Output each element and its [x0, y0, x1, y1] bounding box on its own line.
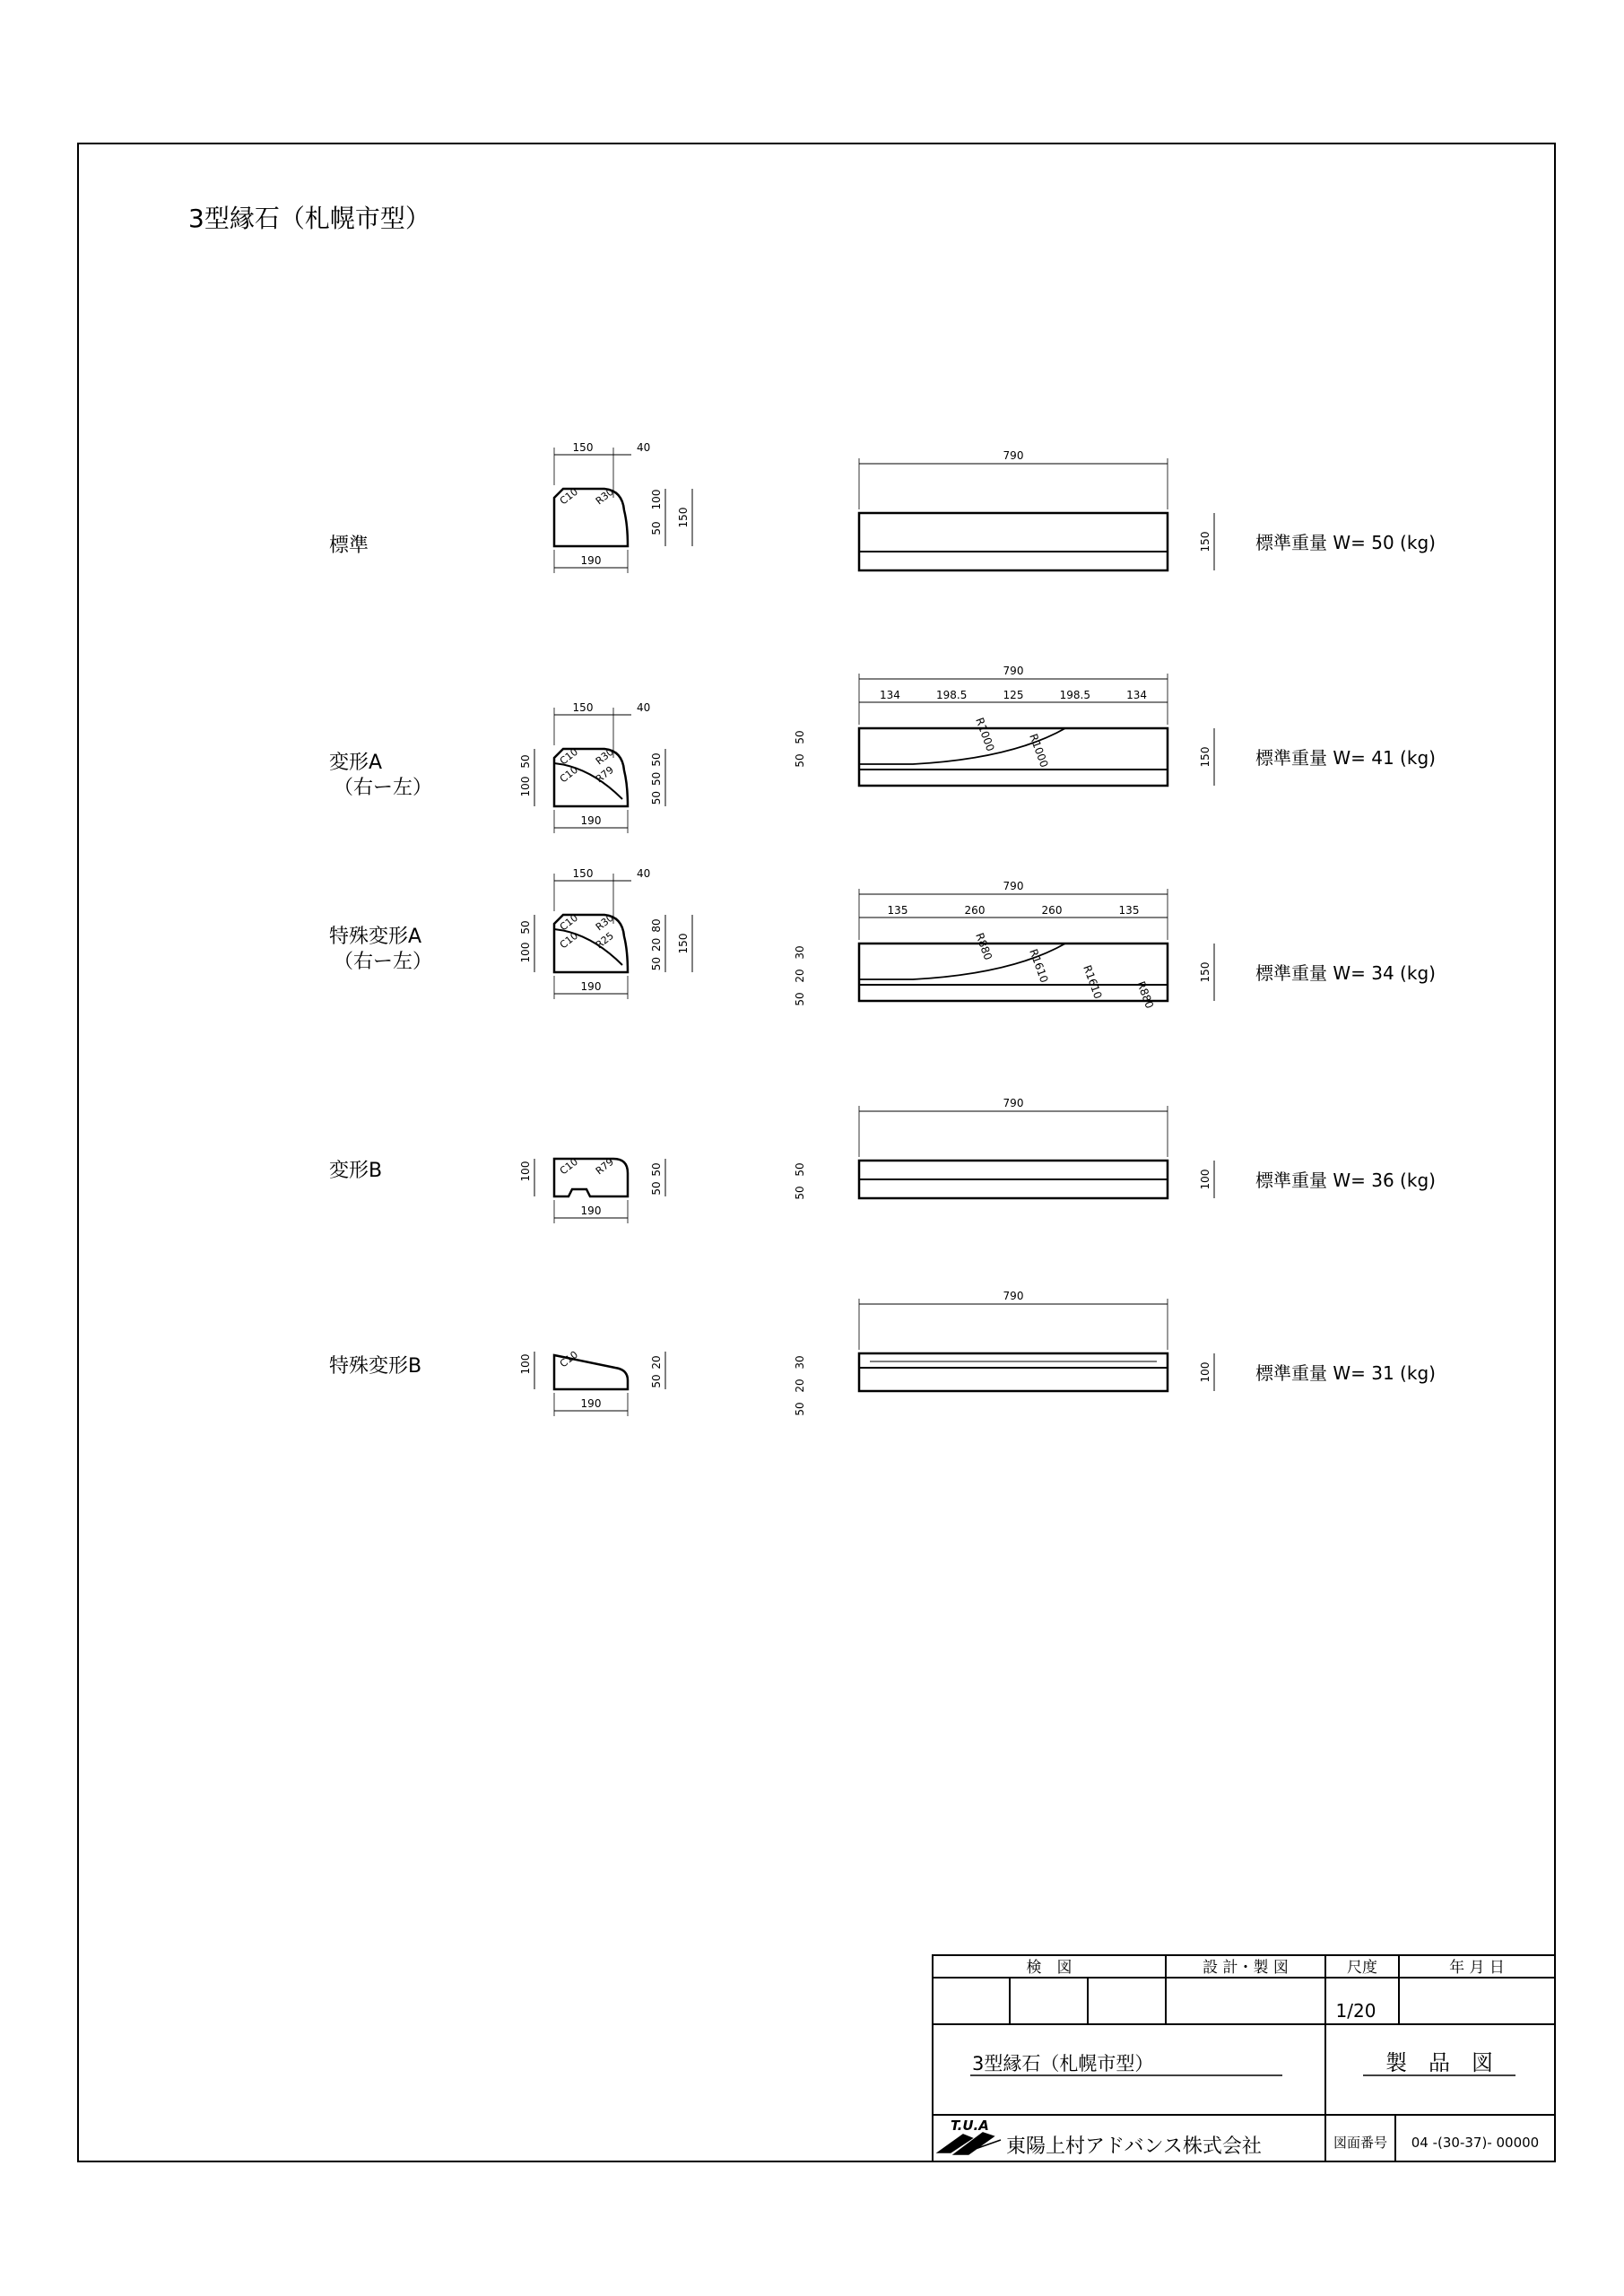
side-view-profile-curve	[859, 728, 1168, 764]
dimension-value: 150	[572, 701, 594, 714]
radius-callout: C10	[557, 911, 580, 934]
dimension-value: 150	[572, 867, 594, 880]
dimension-value: 135	[887, 904, 908, 917]
dimension-value: 50	[519, 920, 532, 935]
dimension-value: 50	[650, 1181, 663, 1196]
radius-callout: R1000	[973, 716, 997, 753]
weight-label: 標準重量 W= 36 (kg)	[1255, 1170, 1436, 1191]
dimension-value: 50	[794, 753, 806, 768]
dimension-value: 150	[677, 933, 690, 954]
dimension-value: 790	[1003, 880, 1024, 892]
dimension-value: 40	[637, 441, 651, 454]
drawing-type: 製 品 図	[1385, 2050, 1493, 2075]
radius-callout: R880	[973, 931, 995, 962]
header-design: 設 計・製 図	[1203, 1959, 1289, 1977]
scale-value: 1/20	[1335, 2000, 1376, 2022]
dimension-value: 40	[637, 867, 651, 880]
radius-callout: R1000	[1027, 732, 1051, 770]
radius-callout: R30	[593, 485, 616, 508]
dimension-value: 50	[794, 1186, 806, 1200]
dimension-value: 50	[650, 521, 663, 535]
dimension-value: 30	[794, 945, 806, 960]
header-date: 年 月 日	[1449, 1959, 1505, 1977]
row-label: 特殊変形A	[329, 926, 422, 948]
dimension-value: 100	[519, 1161, 532, 1182]
side-view-outline	[859, 944, 1168, 1001]
weight-label: 標準重量 W= 34 (kg)	[1255, 962, 1436, 984]
side-view-outline	[859, 1353, 1168, 1391]
dimension-value: 260	[1041, 904, 1063, 917]
row-label: 特殊変形B	[329, 1355, 422, 1378]
dimension-value: 50	[650, 1374, 663, 1388]
dimension-value: 190	[580, 1397, 602, 1410]
radius-callout: C10	[557, 485, 580, 508]
dimension-value: 190	[580, 554, 602, 567]
dimension-value: 790	[1003, 665, 1024, 677]
dimension-value: 790	[1003, 1290, 1024, 1302]
dimension-value: 50	[519, 754, 532, 769]
dimension-value: 790	[1003, 449, 1024, 462]
curb-row	[329, 441, 1436, 573]
dimension-value: 50	[650, 957, 663, 971]
dimension-value: 20	[794, 969, 806, 983]
radius-callout: R79	[593, 1155, 616, 1178]
logo-text: T.U.A	[951, 2118, 989, 2134]
number-label: 図面番号	[1333, 2135, 1388, 2151]
radius-callout: R30	[593, 745, 616, 768]
side-view-profile-curve	[859, 944, 1168, 979]
sheet-title: 3型縁石（札幌市型）	[188, 204, 430, 233]
dimension-value: 190	[580, 980, 602, 993]
dimension-value: 20	[650, 937, 663, 952]
dimension-value: 190	[580, 1205, 602, 1217]
weight-label: 標準重量 W= 50 (kg)	[1255, 532, 1436, 553]
row-label: 変形B	[329, 1160, 383, 1182]
curb-row	[329, 867, 1436, 1010]
radius-callout: C10	[557, 929, 580, 952]
company-logo-icon	[938, 2133, 1001, 2154]
dimension-value: 100	[519, 776, 532, 797]
dimension-value: 50	[794, 730, 806, 744]
curb-row	[329, 1097, 1436, 1223]
radius-callout: R30	[593, 911, 616, 934]
radius-callout: R1610	[1027, 947, 1051, 985]
dimension-value: 80	[650, 918, 663, 933]
dimension-value: 100	[519, 1353, 532, 1375]
weight-label: 標準重量 W= 41 (kg)	[1255, 747, 1436, 769]
curb-row	[329, 665, 1436, 833]
drawing-number: 04 -(30-37)- 00000	[1411, 2135, 1540, 2151]
header-scale: 尺度	[1347, 1959, 1377, 1977]
sheet-border	[78, 144, 1555, 2161]
dimension-value: 150	[1199, 531, 1211, 552]
dimension-value: 150	[1199, 961, 1211, 983]
weight-label: 標準重量 W= 31 (kg)	[1255, 1362, 1436, 1384]
dimension-value: 50	[650, 752, 663, 767]
dimension-value: 40	[637, 701, 651, 714]
company-name: 東陽上村アドバンス株式会社	[1006, 2135, 1262, 2158]
dimension-value: 50	[650, 1162, 663, 1177]
radius-callout: R25	[593, 929, 616, 952]
radius-callout: C10	[557, 763, 580, 786]
dimension-value: 100	[519, 942, 532, 963]
title-block-text	[938, 1958, 1539, 2158]
dimension-value: 150	[1199, 746, 1211, 768]
dimension-value: 134	[879, 689, 900, 701]
dimension-value: 260	[964, 904, 986, 917]
dimension-value: 20	[794, 1378, 806, 1393]
radius-callout: R79	[593, 763, 616, 786]
dimension-value: 135	[1118, 904, 1140, 917]
dimension-value: 20	[650, 1355, 663, 1370]
dimension-value: 125	[1003, 689, 1024, 701]
radius-callout: C10	[557, 745, 580, 768]
row-label: （右ー左）	[334, 951, 433, 973]
dimension-value: 134	[1126, 689, 1148, 701]
row-label: （右ー左）	[334, 777, 433, 799]
row-label: 変形A	[329, 752, 383, 774]
dimension-value: 790	[1003, 1097, 1024, 1109]
dimension-value: 198.5	[1059, 689, 1090, 701]
drawing-name: 3型縁石（札幌市型）	[972, 2053, 1154, 2074]
side-view-outline	[859, 728, 1168, 786]
dimension-value: 198.5	[936, 689, 968, 701]
radius-callout: C10	[557, 1155, 580, 1178]
dimension-value: 150	[572, 441, 594, 454]
radius-callout: C10	[557, 1348, 580, 1370]
dimension-value: 50	[650, 771, 663, 786]
row-label: 標準	[329, 535, 369, 557]
dimension-value: 190	[580, 814, 602, 827]
header-inspection: 検 図	[1026, 1959, 1073, 1977]
dimension-value: 100	[1199, 1361, 1211, 1383]
dimension-value: 100	[1199, 1169, 1211, 1190]
dimension-value: 50	[794, 1402, 806, 1416]
radius-callout: R1610	[1081, 963, 1105, 1001]
dimension-value: 50	[794, 992, 806, 1006]
curb-row	[329, 1290, 1436, 1416]
dimension-value: 100	[650, 489, 663, 510]
dimension-value: 50	[794, 1162, 806, 1177]
dimension-value: 50	[650, 791, 663, 805]
side-view-outline	[859, 513, 1168, 570]
radius-callout: R880	[1134, 979, 1157, 1011]
dimension-value: 30	[794, 1355, 806, 1370]
dimension-value: 150	[677, 507, 690, 528]
